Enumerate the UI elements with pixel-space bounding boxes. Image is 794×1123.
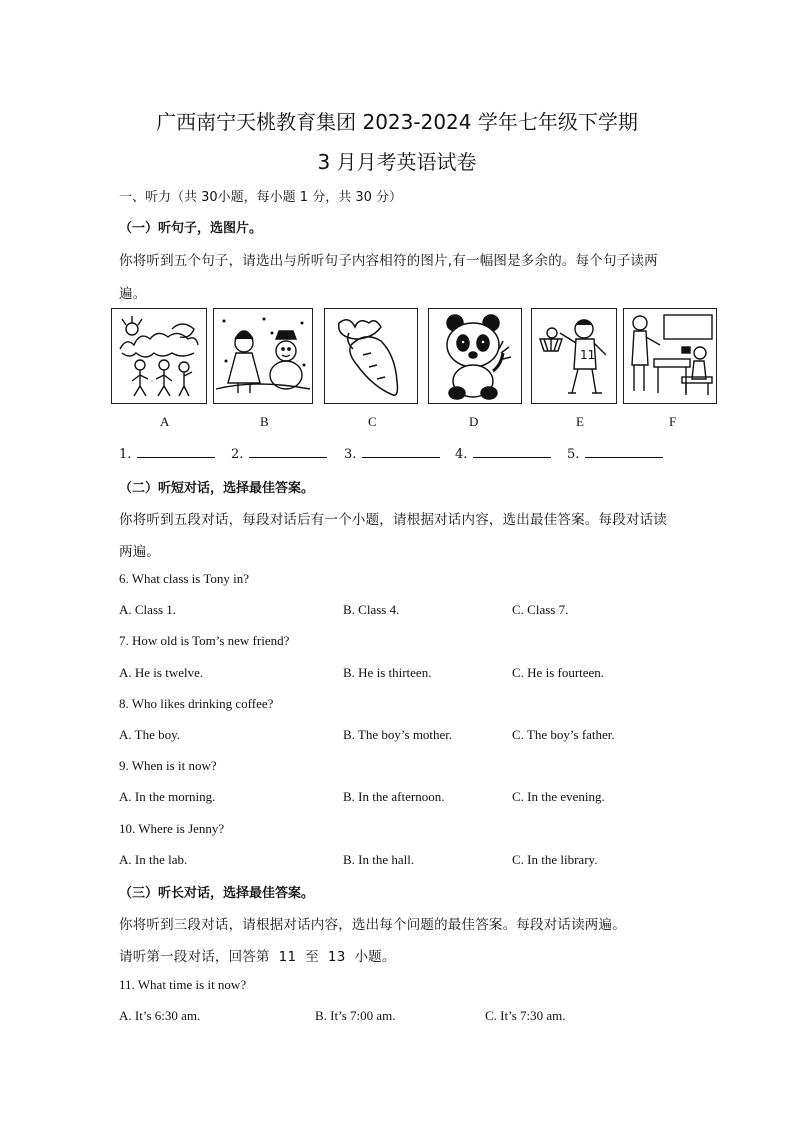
basketball-player-icon bbox=[532, 309, 616, 403]
q9-option-a[interactable]: A. In the morning. bbox=[119, 789, 216, 804]
part3-instruction-line1: 你将听到三段对话，请根据对话内容，选出每个问题的最佳答案。每段对话读两遍。 bbox=[119, 917, 626, 933]
picture-label-e: E bbox=[576, 414, 584, 429]
panda-icon bbox=[429, 309, 521, 403]
picture-label-f: F bbox=[669, 414, 677, 429]
picture-label-b: B bbox=[260, 414, 269, 429]
q11-option-a[interactable]: A. It’s 6:30 am. bbox=[119, 1008, 201, 1023]
answer-blank-2[interactable]: 2. bbox=[231, 446, 327, 462]
q10-option-a[interactable]: A. In the lab. bbox=[119, 852, 188, 867]
exam-title-line1: 广西南宁天桃教育集团 2023-2024 学年七年级下学期 bbox=[156, 110, 638, 134]
part1-heading: （一）听句子，选图片。 bbox=[119, 221, 263, 236]
part2-instruction-line2: 两遍。 bbox=[119, 544, 161, 560]
part2-instruction-line1: 你将听到五段对话，每段对话后有一个小题，请根据对话内容，选出最佳答案。每段对话读 bbox=[119, 512, 667, 528]
answer-blank-3[interactable]: 3. bbox=[344, 446, 440, 462]
answer-blank-1[interactable]: 1. bbox=[119, 446, 215, 462]
question-6: 6. What class is Tony in? bbox=[119, 571, 250, 586]
question-8: 8. Who likes drinking coffee? bbox=[119, 696, 274, 711]
question-11: 11. What time is it now? bbox=[119, 977, 247, 992]
question-10: 10. Where is Jenny? bbox=[119, 821, 225, 836]
q9-option-b[interactable]: B. In the afternoon. bbox=[343, 789, 445, 804]
q10-option-c[interactable]: C. In the library. bbox=[512, 852, 598, 867]
picture-f bbox=[623, 308, 717, 404]
picture-c bbox=[324, 308, 418, 404]
carrot-icon bbox=[325, 309, 417, 403]
picture-label-a: A bbox=[160, 414, 170, 429]
snowman-icon bbox=[214, 309, 312, 403]
part3-instruction-line2: 请听第一段对话，回答第 11 至 13 小题。 bbox=[119, 949, 396, 965]
q6-option-b[interactable]: B. Class 4. bbox=[343, 602, 400, 617]
section-heading: 一、听力（共 30小题，每小题 1 分，共 30 分） bbox=[119, 190, 403, 205]
picture-b bbox=[213, 308, 313, 404]
answer-blank-4[interactable]: 4. bbox=[455, 446, 551, 462]
q6-option-a[interactable]: A. Class 1. bbox=[119, 602, 177, 617]
answer-blank-5[interactable]: 5. bbox=[567, 446, 663, 462]
picture-d bbox=[428, 308, 522, 404]
part2-heading: （二）听短对话，选择最佳答案。 bbox=[119, 481, 315, 496]
picture-row bbox=[111, 308, 715, 404]
picture-label-c: C bbox=[368, 414, 377, 429]
dragon-dance-icon bbox=[112, 309, 206, 403]
q8-option-a[interactable]: A. The boy. bbox=[119, 727, 181, 742]
exam-title-line2: 3 月月考英语试卷 bbox=[317, 150, 477, 174]
svg-text:11: 11 bbox=[580, 348, 596, 362]
q8-option-b[interactable]: B. The boy’s mother. bbox=[343, 727, 453, 742]
part1-instruction-line1: 你将听到五个句子，请选出与所听句子内容相符的图片,有一幅图是多余的。每个句子读两 bbox=[119, 253, 658, 269]
part3-heading: （三）听长对话，选择最佳答案。 bbox=[119, 886, 315, 901]
q7-option-a[interactable]: A. He is twelve. bbox=[119, 665, 204, 680]
question-7: 7. How old is Tom’s new friend? bbox=[119, 633, 290, 648]
q6-option-c[interactable]: C. Class 7. bbox=[512, 602, 569, 617]
q10-option-b[interactable]: B. In the hall. bbox=[343, 852, 415, 867]
q9-option-c[interactable]: C. In the evening. bbox=[512, 789, 605, 804]
picture-a bbox=[111, 308, 207, 404]
q11-option-c[interactable]: C. It’s 7:30 am. bbox=[485, 1008, 566, 1023]
teacher-classroom-icon bbox=[624, 309, 716, 403]
picture-e bbox=[531, 308, 617, 404]
q7-option-c[interactable]: C. He is fourteen. bbox=[512, 665, 605, 680]
part1-instruction-line2: 遍。 bbox=[119, 286, 147, 302]
picture-label-d: D bbox=[469, 414, 479, 429]
question-9: 9. When is it now? bbox=[119, 758, 217, 773]
q8-option-c[interactable]: C. The boy’s father. bbox=[512, 727, 615, 742]
q7-option-b[interactable]: B. He is thirteen. bbox=[343, 665, 432, 680]
q11-option-b[interactable]: B. It’s 7:00 am. bbox=[315, 1008, 396, 1023]
